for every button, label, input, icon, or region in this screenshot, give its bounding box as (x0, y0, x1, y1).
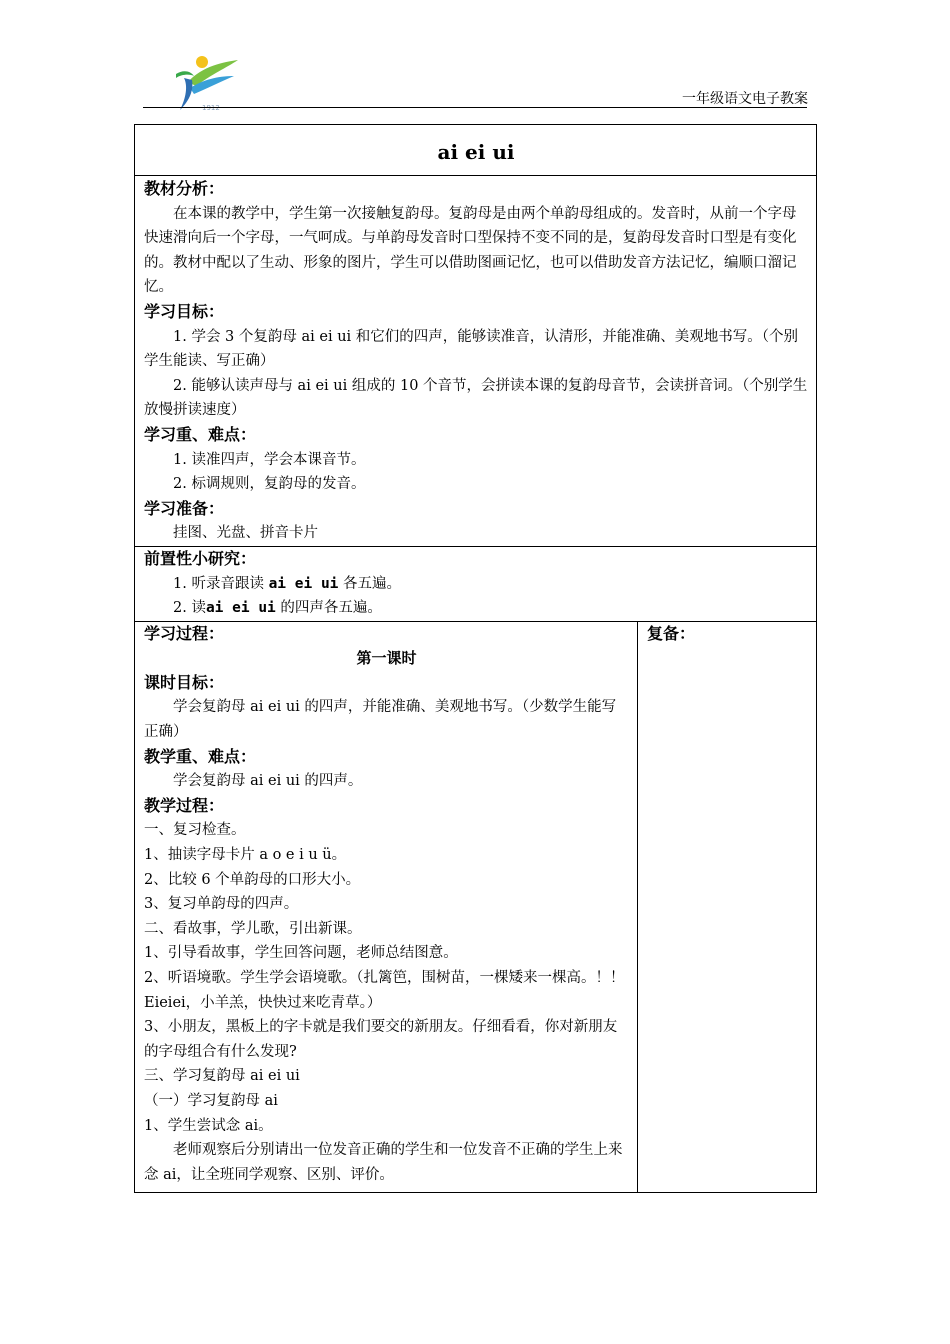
analysis-heading: 教材分析： (144, 179, 225, 198)
header-divider (143, 107, 807, 108)
goal-1: 1. 学会 3 个复韵母 ai ei ui 和它们的四声，能够读准音，认清形，并能准确、美观地书写。（个别学生能读、写正确） (144, 328, 799, 370)
analysis-text: 在本课的教学中，学生第一次接触复韵母。复韵母是由两个单韵母组成的。发音时，从前一个字母快速滑向后一个字母，一气呵成。与单韵母发音时口型保持不变不同的是，复韵母发音时口型是有变化的。教材中配以了生动、形象的图片，学生可以借助图画记忆，也可以借助发音方法记忆，编顺口溜记忆。 (144, 205, 797, 296)
lesson-title: ai ei ui (437, 140, 515, 164)
logo-year: 1912 (202, 104, 220, 112)
process-line: （一）学习复韵母 ai (144, 1092, 278, 1109)
process-line: 1、抽读字母卡片 a o e i u ü。 (144, 847, 347, 864)
overview-cell (135, 176, 817, 547)
period-goal-heading: 课时目标： (144, 672, 225, 692)
teaching-process-heading: 教学过程： (144, 795, 225, 815)
key-points-heading: 学习重、难点： (144, 424, 257, 444)
process-line: 3、复习单韵母的四声。 (144, 896, 299, 913)
process-line: 三、学习复韵母 ai ei ui (144, 1068, 300, 1085)
process-line: 二、看故事，学儿歌，引出新课。 (144, 920, 362, 937)
title-cell (135, 125, 817, 176)
process-line: 一、复习检查。 (144, 822, 246, 839)
pre-study-item-2: 2. 读ai ei ui 的四声各五遍。 (173, 600, 382, 617)
process-line: 1、学生尝试念 ai。 (144, 1117, 273, 1134)
pre-study-item-1: 1. 听录音跟读 ai ei ui 各五遍。 (173, 575, 402, 592)
teaching-key-heading: 教学重、难点： (144, 746, 257, 766)
preparation-heading: 学习准备： (144, 498, 225, 518)
process-line: 2、比较 6 个单韵母的口形大小。 (144, 871, 361, 888)
period-goal-text: 学会复韵母 ai ei ui 的四声，并能准确、美观地书写。（少数学生能写正确） (144, 699, 617, 741)
lesson-plan-table (134, 124, 817, 1193)
process-last-paragraph: 老师观察后分别请出一位发音正确的学生和一位发音不正确的学生上来念 ai，让全班同学观察、区别、评价。 (144, 1142, 623, 1183)
goals-heading: 学习目标： (144, 301, 225, 321)
goal-2: 2. 能够认读声母与 ai ei ui 组成的 10 个音节，会拼读本课的复韵母音节，会读拼音词。（个别学生放慢拼读速度） (144, 377, 808, 419)
key-point-2: 2. 标调规则，复韵母的发音。 (173, 476, 366, 493)
pre-study-heading: 前置性小研究： (144, 548, 257, 568)
process-heading: 学习过程： (144, 623, 225, 643)
document-type-label: 一年级语文电子教案 (682, 91, 808, 107)
school-logo (168, 52, 240, 114)
review-cell (638, 621, 817, 1192)
process-cell (135, 621, 638, 1192)
process-line: 3、小朋友，黑板上的字卡就是我们要交的新朋友。仔细看看，你对新朋友的字母组合有什么发现? (144, 1019, 618, 1060)
teaching-key-text: 学会复韵母 ai ei ui 的四声。 (173, 773, 363, 790)
review-heading: 复备： (647, 623, 696, 643)
lesson-period-title: 第一课时 (356, 649, 417, 668)
pre-study-cell (135, 546, 817, 621)
process-line: 2、听语境歌。学生学会语境歌。（扎篱笆，围树苗，一棵矮来一棵高。！！ Eieiei，小羊羔，快快过来吃青草。） (144, 970, 625, 1011)
process-line: 1、引导看故事，学生回答问题，老师总结图意。 (144, 945, 458, 962)
preparation-text: 挂图、光盘、拼音卡片 (173, 525, 318, 542)
key-point-1: 1. 读准四声，学会本课音节。 (173, 451, 366, 468)
